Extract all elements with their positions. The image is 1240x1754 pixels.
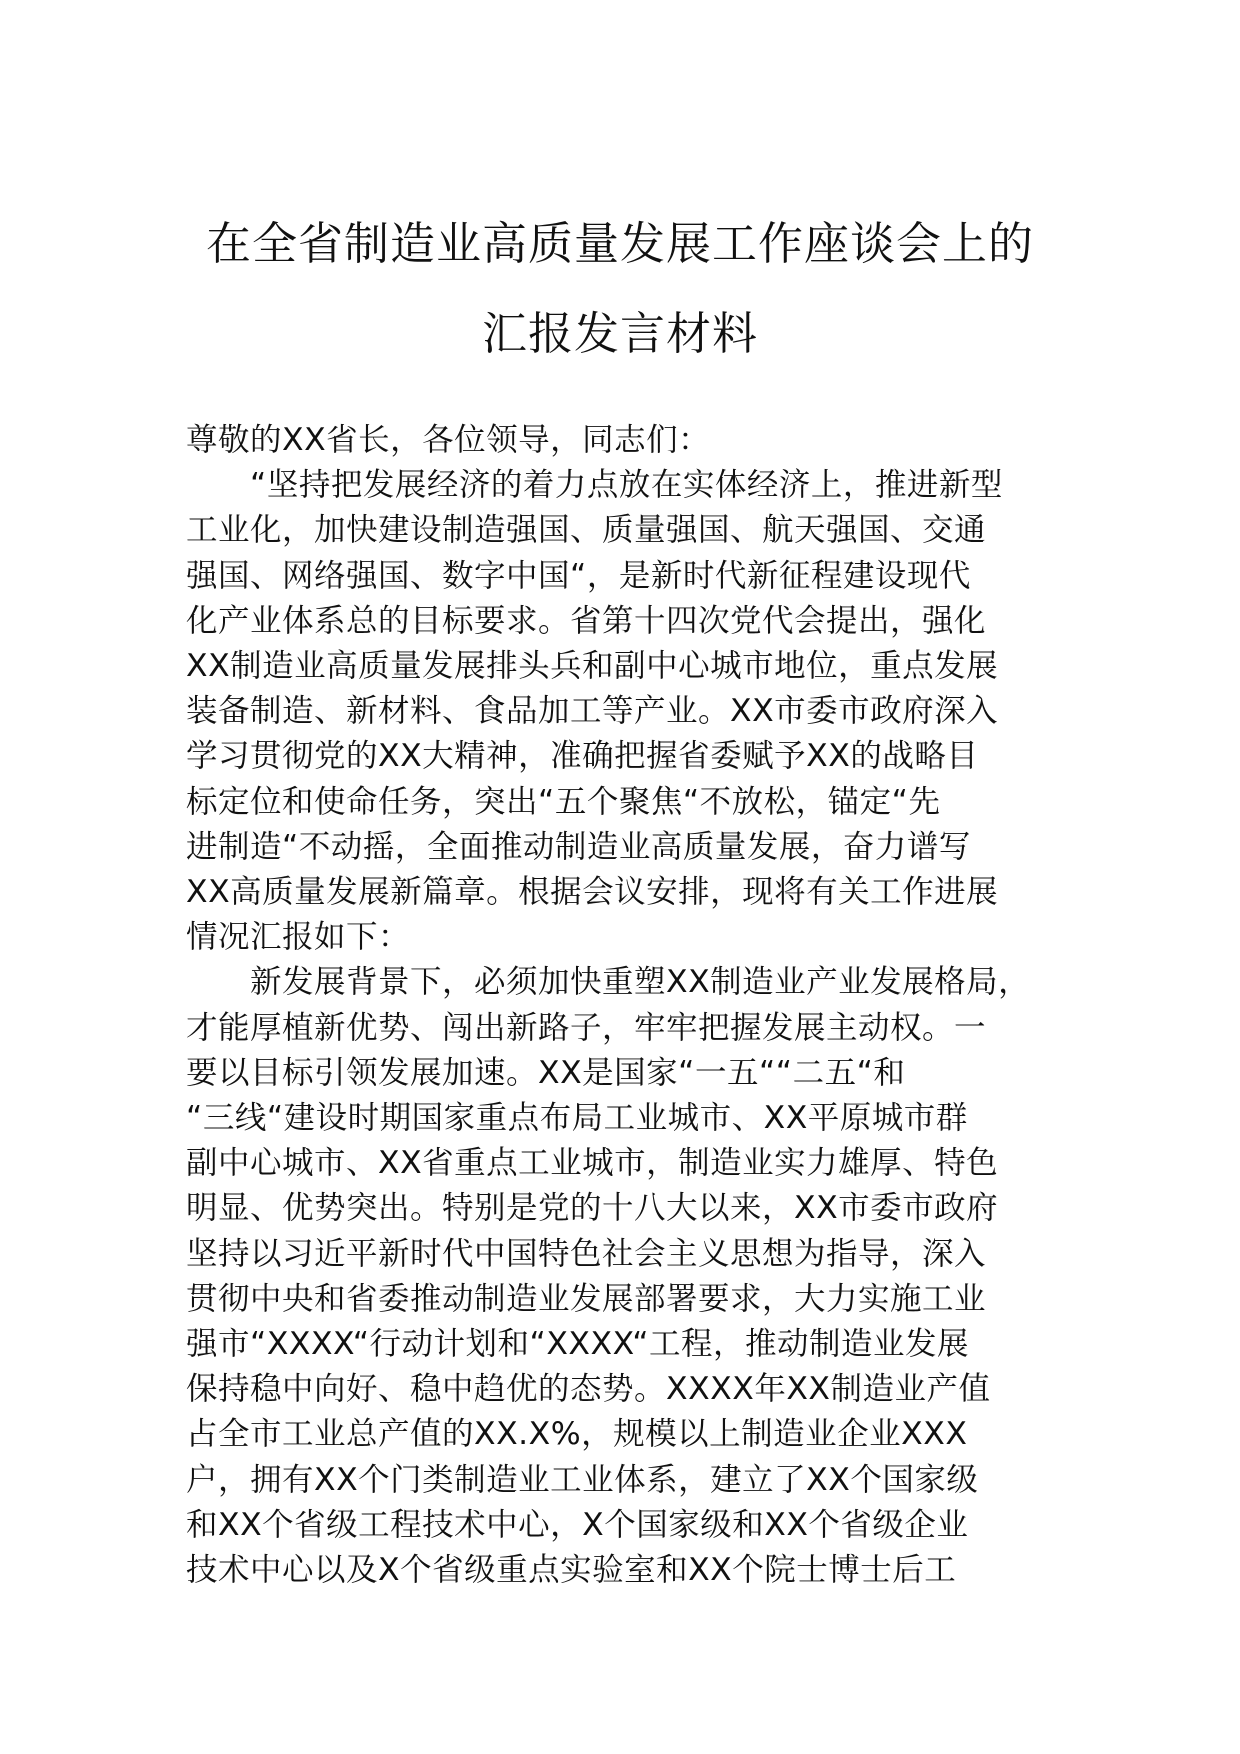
text-line: 技术中心以及X个省级重点实验室和XX个院士博士后工 [186,1552,957,1589]
document-title-line-2: 汇报发言材料 [481,307,758,360]
text-line: XX高质量发展新篇章。根据会议安排，现将有关工作进展 [186,874,999,911]
text-line: 新发展背景下，必须加快重塑XX制造业产业发展格局， [250,964,1031,1001]
text-line: 情况汇报如下： [186,919,411,956]
text-line: 才能厚植新优势、闯出新路子，牢牢把握发展主动权。一 [186,1009,987,1046]
document-body [186,418,1066,1593]
text-line: 要以目标引领发展加速。XX是国家“一五““二五“和 [186,1054,906,1091]
text-line: 强市“XXXX“行动计划和“XXXX“工程，推动制造业发展 [186,1326,970,1363]
text-line: XX制造业高质量发展排头兵和副中心城市地位，重点发展 [186,648,999,685]
text-line: 化产业体系总的目标要求。省第十四次党代会提出，强化 [186,602,987,639]
text-line: 明显、优势突出。特别是党的十八大以来，XX市委市政府 [186,1190,999,1227]
text-line: 装备制造、新材料、食品加工等产业。XX市委市政府深入 [186,693,999,730]
text-line: 占全市工业总产值的XX.X%，规模以上制造业企业XXX [186,1416,968,1453]
paragraph-1 [186,463,1066,960]
salutation: 尊敬的XX省长，各位领导，同志们： [186,422,711,458]
text-line: 进制造“不动摇，全面推动制造业高质量发展，奋力谱写 [186,828,971,865]
text-line: 强国、网络强国、数字中国“，是新时代新征程建设现代 [186,557,971,594]
text-line: 坚持以习近平新时代中国特色社会主义思想为指导，深入 [186,1235,987,1272]
text-line: 学习贯彻党的XX大精神，准确把握省委赋予XX的战略目 [186,738,979,775]
text-line: 副中心城市、XX省重点工业城市，制造业实力雄厚、特色 [186,1145,999,1182]
text-line: 贯彻中央和省委推动制造业发展部署要求，大力实施工业 [186,1280,987,1317]
document-title-line-1: 在全省制造业高质量发展工作座谈会上的 [205,217,1034,270]
text-line: “三线“建设时期国家重点布局工业城市、XX平原城市群 [186,1100,968,1137]
text-line: 工业化，加快建设制造强国、质量强国、航天强国、交通 [186,512,987,549]
text-line: 户，拥有XX个门类制造业工业体系，建立了XX个国家级 [186,1461,979,1498]
text-line: 和XX个省级工程技术中心，X个国家级和XX个省级企业 [186,1506,969,1543]
text-line: “坚持把发展经济的着力点放在实体经济上，推进新型 [250,467,1003,504]
paragraph-2 [186,960,1066,1593]
text-line: 标定位和使命任务，突出“五个聚焦“不放松，锚定“先 [186,783,941,820]
text-line: 保持稳中向好、稳中趋优的态势。XXXX年XX制造业产值 [186,1371,991,1408]
